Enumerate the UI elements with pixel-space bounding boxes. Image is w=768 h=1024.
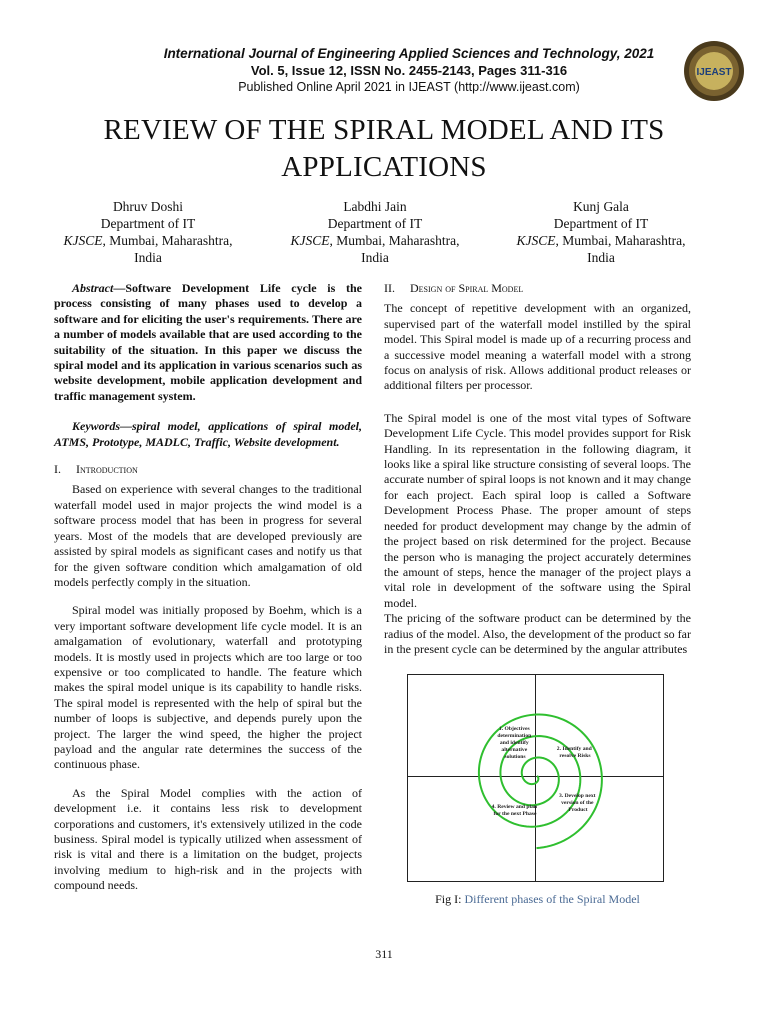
- intro-paragraph: Spiral model was initially proposed by Boehm, which is a very important software development life cycle model. It is an amalgamation of evolutionary, waterfall and prototyping models. It is mostly used in projects which are too large or too expensive or too complicated to handle. The feature which makes the spiral model unique is its capability to handle risks. The spiral model is represented with the help of spiral but the number of loops is subjective, and depends purely upon the project. The larger the wind speed, the higher the project payload and the angular rate determines the success of the continuous phase.: [54, 603, 362, 772]
- author-inst: KJSCE: [516, 233, 556, 248]
- intro-paragraph: Based on experience with several changes to the traditional waterfall model used in major projects the wind model is a software process model that has been in progress for several years. Most of the models that are developed previously are assisted by spiral models as significant cases and notify us that for the given software condition which amalgamation of old models perfectly comply in the situation.: [54, 482, 362, 589]
- abstract-label: Abstract: [72, 281, 114, 295]
- author-dept: Department of IT: [327, 216, 423, 231]
- quadrant-2-label: 2. Identify and resolve Risks: [556, 746, 592, 759]
- author-inst: KJSCE: [63, 233, 103, 248]
- author-dept: Department of IT: [100, 216, 196, 231]
- section-heading-introduction: [54, 462, 362, 477]
- quadrant-1-label: 1. Objectives determination and identify alternative solutions: [497, 726, 532, 760]
- author-country: India: [587, 250, 615, 265]
- author-dept: Department of IT: [553, 216, 649, 231]
- author-inst: KJSCE: [290, 233, 330, 248]
- abstract: [54, 281, 362, 404]
- design-paragraph: The pricing of the software product can be determined by the radius of the model. Also, the development of the product so far in the present cycle can be determined by the angular attributes: [384, 611, 691, 656]
- section-heading-design: [384, 281, 691, 296]
- caption-label: Fig I:: [435, 892, 465, 906]
- left-column: [54, 281, 362, 894]
- author-city: , Mumbai, Maharashtra,: [102, 233, 233, 248]
- journal-volume: Vol. 5, Issue 12, ISSN No. 2455-2143, Pages 311-316: [250, 63, 568, 78]
- keywords: [54, 419, 362, 450]
- right-column: [384, 281, 691, 657]
- paper-title: [0, 112, 768, 186]
- abstract-text: —Software Development Life cycle is the process consisting of many phases used to develop a software and for eliciting the user's requirements. There are a number of models available that are used according to the suitability of the situation. In this paper we discuss the spiral model and its application in various scenarios such as website development, mobile application development and traffic management system.: [54, 281, 362, 403]
- design-paragraph: The Spiral model is one of the most vital types of Software Development Life Cycle. This model provides support for Risk Handling. In its representation in the following diagram, it looks like a spiral like structure consisting of several loops. The accurate number of spiral loops is not known and it may change for each project. Each spiral loop is called a Software Development Process Phase. The proper amount of steps needed for product development may change by the admin of the project based on risk determined for the project. Because the person who is managing the project accurately determines the amount of steps, hence the manager of the project plays a vital role in development of the software using the Spiral model.: [384, 410, 691, 610]
- section-number: II.: [384, 281, 395, 295]
- title-line-1: REVIEW OF THE SPIRAL MODEL AND ITS: [103, 114, 665, 146]
- journal-name: International Journal of Engineering Applied Sciences and Technology, 2021: [163, 46, 655, 61]
- author-name: Dhruv Doshi: [112, 199, 184, 214]
- journal-published: Published Online April 2021 in IJEAST (http://www.ijeast.com): [238, 80, 580, 94]
- page-number: 311: [375, 947, 393, 961]
- author-block: [48, 198, 248, 266]
- author-country: India: [361, 250, 389, 265]
- author-country: India: [134, 250, 162, 265]
- author-block: [501, 198, 701, 266]
- section-number: I.: [54, 462, 61, 477]
- journal-header: [0, 45, 768, 96]
- design-paragraph: The concept of repetitive development with an organized, supervised part of the waterfall model instilled by the spiral model. This Spiral model is made up of a recurring process and a successive model meaning a waterfall model with a strong focus on analysis of risk. Allows additional product releases or additional filters per processor.: [384, 301, 691, 393]
- logo-text: IJEAST: [696, 67, 732, 78]
- author-name: Kunj Gala: [573, 199, 629, 214]
- author-city: , Mumbai, Maharashtra,: [329, 233, 460, 248]
- intro-paragraph: As the Spiral Model complies with the action of development i.e. it contains less risk to development corporations and customers, it's extensively utilized in the code business. Spiral model is typically utilized when assessment of risk is vital and there is a limitation on the budget, projects involving medium to high-risk and in the projects with compound needs.: [54, 785, 362, 893]
- spiral-model-figure: [407, 674, 664, 882]
- author-block: [275, 198, 475, 266]
- quadrant-3-label: 3. Develop next version of the Product: [559, 793, 596, 813]
- author-name: Labdhi Jain: [343, 199, 407, 214]
- figure-caption: [384, 892, 691, 907]
- title-line-2: APPLICATIONS: [281, 151, 487, 183]
- keywords-label: Keywords: [72, 419, 120, 434]
- section-title: Introduction: [76, 462, 138, 477]
- keywords-text: —spiral model, applications of spiral model, ATMS, Prototype, MADLC, Traffic, Website development.: [54, 419, 362, 449]
- author-city: , Mumbai, Maharashtra,: [555, 233, 686, 248]
- caption-text: Different phases of the Spiral Model: [464, 892, 640, 906]
- quadrant-4-label: 4. Review and plan for the next Phase: [491, 804, 537, 817]
- ijeast-logo: [683, 40, 745, 102]
- section-title: Design of Spiral Model: [410, 281, 524, 295]
